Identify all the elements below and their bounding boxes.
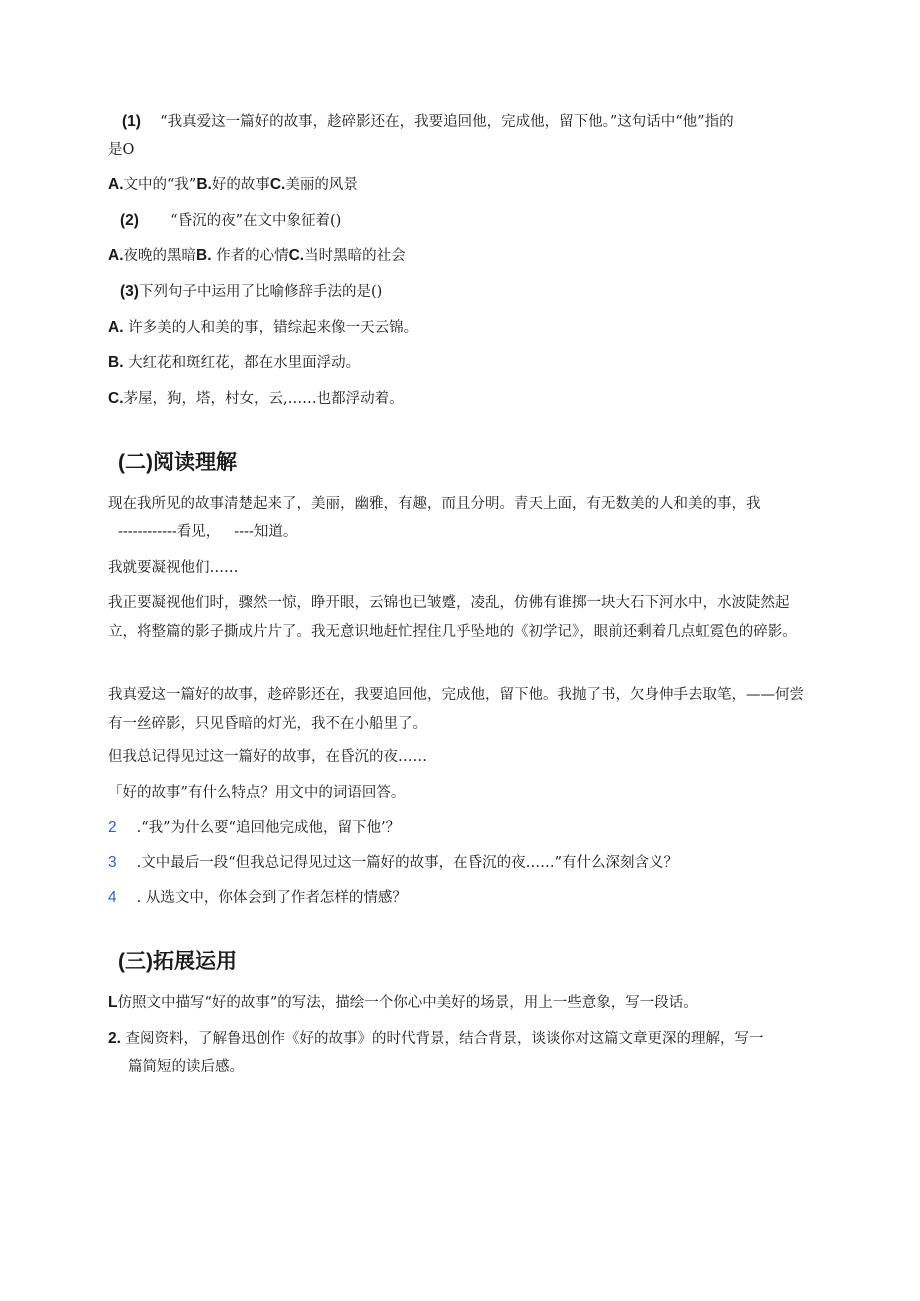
option-b-label: B.: [196, 247, 212, 264]
question-1-text: “我真爱这一篇好的故事，趁碎影还在，我要追回他，完成他，留下他。”这句话中“他”指的: [160, 114, 734, 130]
question-1-text-continued: [108, 140, 808, 160]
option-c-label: C.: [269, 176, 286, 193]
option-b: 大红花和斑红花，都在水里面浮动。: [123, 355, 361, 371]
question-number: 2.: [108, 1030, 121, 1047]
blank-2: ----: [234, 524, 254, 540]
question-number: 4: [108, 889, 117, 906]
question-1-options: [108, 175, 808, 195]
option-a-label: A.: [108, 176, 124, 193]
passage-paragraph-3: 我正要凝视他们时，骤然一惊，睁开眼，云锦也已皱蹙，凌乱，仿佛有谁掷一块大石下河水中，水波陡然起立，将整篇的影子撕成片片了。我无意识地赶忙捏住几乎坠地的《初学记》，眼前还剩着几点虹霓色的碎影。: [108, 595, 797, 640]
option-a-label: A.: [108, 247, 124, 264]
extension-question-2: [108, 1029, 808, 1049]
question-2-options: [108, 246, 808, 266]
option-a: 许多美的人和美的事，错综起来像一天云锦。: [123, 320, 419, 336]
question-number: L: [108, 994, 118, 1011]
question-1: [122, 112, 822, 132]
question-3-option-b: [108, 353, 808, 373]
question-2: [120, 211, 820, 231]
question-3: [120, 282, 820, 302]
question-number: 2: [108, 819, 117, 836]
question-3-option-c: [108, 389, 808, 409]
option-a: 文中的“我”: [123, 177, 197, 193]
passage-text: 现在我所见的故事清楚起来了，美丽，幽雅，有趣，而且分明。青天上面，有无数美的人和美的事，我: [108, 496, 761, 512]
section-heading-reading: (二)阅读理解: [118, 451, 237, 474]
option-b: 好的故事: [211, 177, 270, 193]
option-c: 当时黑暗的社会: [304, 248, 406, 264]
question-text: 仿照文中描写“好的故事”的写法，描绘一个你心中美好的场景，用上一些意象，写一段话。: [117, 995, 698, 1011]
question-1-number: (1): [122, 113, 141, 130]
extension-question-1: [108, 993, 808, 1013]
option-c: 美丽的风景: [285, 177, 358, 193]
passage-paragraph-2: 我就要凝视他们……: [108, 560, 239, 576]
option-b-label: B.: [108, 354, 124, 371]
option-a: 夜晚的黑暗: [123, 248, 196, 264]
reading-question-2: [108, 818, 808, 838]
option-c-label: C.: [108, 390, 124, 407]
question-3-number: (3): [120, 283, 139, 300]
option-a-label: A.: [108, 319, 124, 336]
question-number: 3: [108, 854, 117, 871]
option-b: 作者的心情: [211, 248, 289, 264]
passage-text: 知道。: [253, 524, 298, 540]
reading-question-1: 「好的故事”有什么特点？用文中的词语回答。: [108, 785, 406, 801]
section-heading-extension: (三)拓展运用: [118, 950, 237, 973]
blank-1: ------------: [118, 524, 177, 540]
passage-paragraph-5: 但我总记得见过这一篇好的故事，在昏沉的夜……: [108, 749, 427, 765]
question-text: . 从选文中，你体会到了作者怎样的情感？: [132, 890, 407, 906]
question-2-text: “昏沉的夜”在文中象征着(): [170, 213, 342, 229]
question-text: 查阅资料，了解鲁迅创作《好的故事》的时代背景，结合背景，谈谈你对这篇文章更深的理解，写一: [120, 1031, 764, 1047]
extension-question-2-continued: 篇简短的读后感。: [128, 1059, 244, 1075]
passage-paragraph-1-continued: [118, 522, 818, 542]
passage-text: 看见，: [176, 524, 221, 540]
reading-question-3: [108, 853, 808, 873]
passage-paragraph-1: [108, 494, 808, 514]
question-3-text: 下列句子中运用了比喻修辞手法的是(): [138, 284, 383, 300]
question-text: .“我”为什么要“追回他完成他，留下他’？: [132, 820, 401, 836]
question-text: .文中最后一段“但我总记得见过这一篇好的故事，在昏沉的夜……”有什么深刻含义？: [132, 855, 679, 871]
option-c-label: C.: [288, 247, 305, 264]
reading-question-4: [108, 888, 808, 908]
question-2-number: (2): [120, 212, 139, 229]
question-3-option-a: [108, 318, 808, 338]
passage-paragraph-4: 我真爱这一篇好的故事，趁碎影还在，我要追回他，完成他，留下他。我抛了书，欠身伸手去取笔，——何尝有一丝碎影，只见昏暗的灯光，我不在小船里了。: [108, 687, 804, 732]
question-1-text-end: 是O: [108, 142, 135, 158]
option-b-label: B.: [196, 176, 212, 193]
option-c: 茅屋，狗，塔，村女，云,……也都浮动着。: [123, 391, 404, 407]
